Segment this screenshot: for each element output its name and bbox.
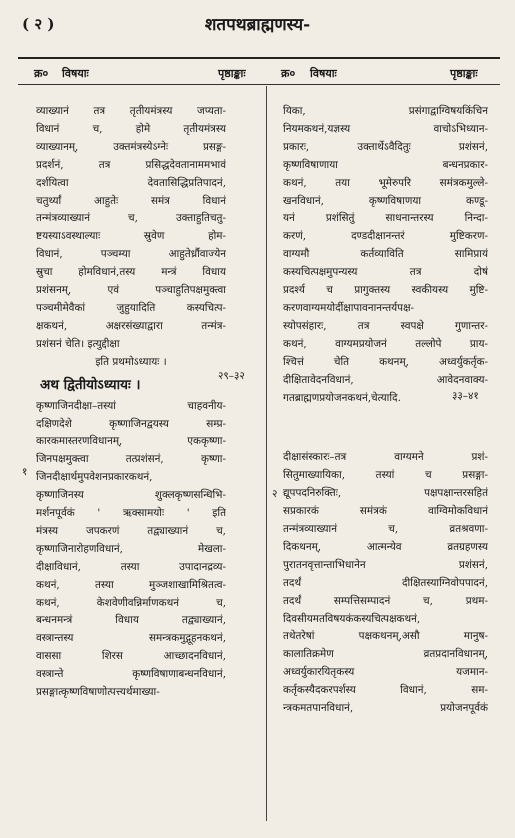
text-line: पुरातनवृत्तान्ताभिधानेन प्रशंसनं, — [283, 558, 488, 571]
right-serial-header: क्र० — [281, 67, 296, 80]
text-line: द्यूपपदनिरुक्तिः, पक्षपक्षान्तरसहितं — [283, 487, 488, 500]
text-line: कर्तृकस्यैदकरपर्शस्य विधानं, सम- — [283, 684, 488, 697]
text-line: विधानं, पञ्चम्या आहुतेर्ध्रौवाज्येन — [36, 248, 226, 261]
text-line: प्रदर्शनं, तत्र प्रसिद्धदेवतानाममभावं — [36, 158, 226, 171]
text-line: कथनं, वाग्यमप्रयोजनं तल्लोपे प्राय- — [283, 337, 488, 350]
entry-2-number: २ — [272, 488, 278, 500]
text-line: व्याख्यानं तत्र तृतीयमंत्रस्य जप्यता- — [36, 105, 226, 117]
text-line: दक्षिणदेशे कृष्णाजिनद्वयस्य सम्प्र- — [36, 417, 226, 430]
text-line: प्रशंसनं चेति। इत्युद्दीक्षा — [36, 337, 120, 350]
text-line: कथनं, तया भूमेरुपरि समंत्रकमुल्ले- — [283, 176, 488, 189]
text-line: कृष्णविषाणाया बन्धनप्रकार- — [283, 158, 488, 171]
text-line: करणं, दण्डदीक्षानन्तरं मुष्टिकरण- — [283, 230, 488, 243]
text-line: विधानं च, होमे तृतीयमंत्रस्य — [36, 122, 226, 135]
left-column — [36, 103, 226, 702]
text-line: सप्रकारकं समंत्रकं वाग्विमोकविधानं — [283, 505, 488, 518]
right-page-ref: ३३–४१ — [452, 390, 479, 402]
text-line: प्रसङ्गात्कृष्णविषाणोत्पत्त्यर्थमाख्या- — [36, 686, 160, 699]
page-header — [0, 12, 515, 36]
text-line: जिनदीक्षार्थमुपवेशनप्रकारकथनं, — [36, 471, 153, 484]
text-line: कृष्णाजिनस्य शुक्लकृष्णसन्धिभि- — [36, 489, 226, 502]
text-line: दिकथनम्, आत्मन्येव व्रतग्रहणस्य — [283, 540, 488, 553]
text-line: सितुमाख्यायिका, तस्यां च प्रसङ्गा- — [283, 469, 488, 482]
text-line: बन्धनमन्त्रं विधाय तद्व्याख्यानं, — [36, 614, 226, 627]
text-line: कृष्णाजिनारोहणविधानं, मेखला- — [36, 542, 226, 555]
text-line: कारकमास्तरणविधानम्, एककृष्णा- — [36, 435, 226, 448]
left-serial-header: क्र० — [34, 67, 49, 80]
text-line: तथेतरेषां पक्षकथनम्,असौ मानुष- — [283, 630, 488, 643]
text-line: यिका, प्रसंगाद्वाग्विषयकिंचिन — [283, 105, 488, 117]
text-line: मर्शनपूर्वकं ' ऋक्सामयोः ' इति — [36, 507, 226, 520]
chapter-end-line: इति प्रथमोऽध्यायः । — [95, 355, 167, 368]
text-line: दर्शयित्वा देवतासिद्धिप्रतिपादनं, — [36, 176, 226, 189]
text-line: ष्टयस्याऽवस्थाल्याः स्रुवेण होम- — [36, 230, 226, 243]
text-line: कृष्णाजिनदीक्षा–तस्यां चाहवनीय- — [36, 399, 226, 412]
text-line: तदर्थं दीक्षितस्याग्निवोपपादनं, — [283, 576, 488, 589]
text-line: पञ्चमीमेवैकां जुहुयादिति कस्यचित्प- — [36, 301, 226, 314]
text-line: चतुर्थ्यां आहुतेः समंत्र विधानं — [36, 194, 226, 207]
text-line: तन्मंत्रव्याख्यानं च, व्रतश्रवणा- — [283, 523, 488, 536]
text-line: प्रशंसनम्, एवं पञ्चाहुतिपक्षमुक्त्वा — [36, 284, 226, 297]
text-line: वाससा शिरस आच्छादनविधानं, — [36, 650, 226, 663]
text-line: दिवसीयमतविषयकंकस्यचित्पक्षकथनं, — [283, 612, 421, 625]
text-line: वाग्यमौ कर्तव्याविति सामिप्रायं — [283, 248, 488, 261]
text-line: वस्त्रान्ते कृष्णविषाणाबन्धनविधानं, — [36, 668, 226, 681]
entry-1-number: १ — [22, 466, 28, 478]
page-title: शतपथब्राह्मणस्य- — [204, 15, 311, 35]
text-line: स्योपसंहारः, तत्र स्वपक्षे गुणान्तर- — [283, 319, 488, 332]
text-line: यनं प्रशंसितुं साधनान्तरस्य निन्दा- — [283, 212, 488, 225]
text-line: क्षकथनं, अक्षरसंख्याद्वारा तन्मंत्र- — [36, 319, 226, 332]
text-line: तदर्थं सम्पत्तिसम्पादनं च, प्रथम- — [283, 594, 488, 607]
text-line: श्चित्तं चेति कथनम्, अध्वर्युकर्तृक- — [283, 355, 488, 368]
left-subject-header: विषयाः — [62, 67, 89, 80]
text-line: दीक्षाविधानं, तस्या उपादानद्रव्य- — [36, 560, 226, 573]
text-line: तन्मंत्रव्याख्यानं च, उक्ताहुतिचतु- — [36, 212, 226, 225]
right-intro-block — [283, 103, 488, 407]
right-subject-header: विषयाः — [310, 67, 337, 80]
page-number: ( २ ) — [22, 15, 55, 33]
chapter-heading: अथ द्वितीयोऽध्यायः । — [40, 376, 141, 393]
text-line: न्त्रकमतपानविधानं, प्रयोजनपूर्वकं — [283, 702, 488, 715]
header-rule-bottom — [18, 84, 500, 85]
text-line: वस्त्रान्तस्य समन्त्रकमुद्गूहनकथनं, — [36, 632, 226, 645]
text-line: दीक्षितावेदनविधानं, आवेदनवाक्य- — [283, 373, 488, 386]
text-line: मंत्रस्य जपकरणं तद्व्याख्यानं च, — [36, 524, 226, 537]
text-line: प्रकारः, उक्तार्थेऽवैदितुः प्रशंसनं, — [283, 140, 488, 153]
header-rule-top — [18, 57, 500, 59]
text-line: कस्यचित्पक्षमुपन्यस्य तत्र दोषं — [283, 266, 488, 279]
entry-2-block — [283, 449, 488, 718]
left-page-header: पृष्ठाङ्काः — [218, 67, 246, 80]
text-line: जिनपक्षमुक्त्वा तत्प्रशंसनं, कृष्णा- — [36, 453, 226, 466]
middle-page-ref: २९–३२ — [218, 370, 245, 382]
text-line: नियमकथनं,यज्ञस्य वाचोऽभिध्यान- — [283, 122, 488, 135]
right-page-header: पृष्ठाङ्काः — [450, 67, 478, 80]
column-divider — [266, 86, 267, 821]
text-line: खनविधानं, कृष्णविषाणया कण्डू- — [283, 194, 488, 207]
text-line: प्रदर्श्य च प्रागुक्तस्य स्वकीयस्य मुष्टि- — [283, 284, 488, 297]
text-line: व्याख्यानम्, उक्तमंत्रस्येऽग्नेः प्रसङ्ग- — [36, 140, 226, 153]
text-line: दीक्षासंस्कारः–तत्र वाग्यमने प्रशं- — [283, 451, 488, 464]
entry-1-block — [36, 398, 226, 702]
text-line: स्रुचा होमविधानं,तस्य मन्त्रं विधाय — [36, 266, 226, 279]
text-line: अध्वर्युकारयितृकस्य यजमान- — [283, 666, 488, 679]
text-line: कथनं, केशवेणीवन्निर्माणकथनं च, — [36, 596, 226, 609]
text-line: कालातिक्रमेण व्रतप्रदानविधानम्, — [283, 648, 488, 661]
left-intro-block — [36, 103, 226, 354]
right-spacer — [283, 407, 488, 449]
text-line: गतब्राह्मणप्रयोजनकथनं,चेत्यादि. — [283, 391, 401, 404]
text-line: कथनं, तस्या मुञ्जशाखामिश्रितत्व- — [36, 578, 226, 591]
right-column — [283, 103, 488, 718]
text-line: करणवाग्यमयोर्दीक्षापावनानन्तर्यपक्ष- — [283, 301, 415, 314]
